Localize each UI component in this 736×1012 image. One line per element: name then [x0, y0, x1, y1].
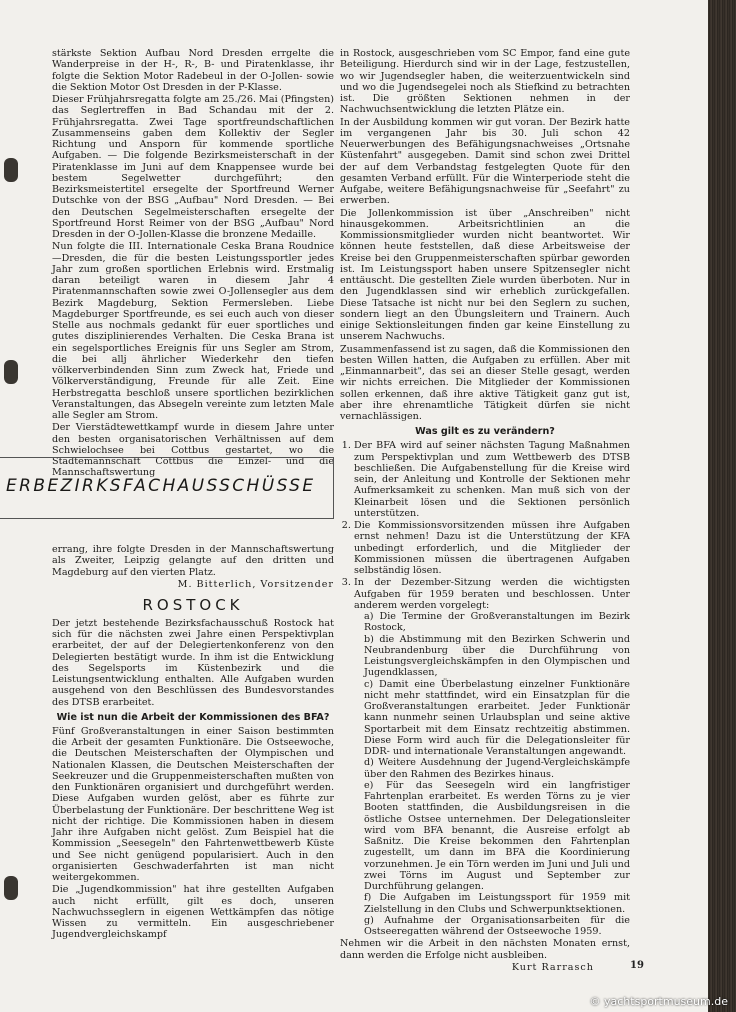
- subheading: Was gilt es zu verändern?: [415, 426, 555, 438]
- paragraph: Nehmen wir die Arbeit in den nächsten Monaten ernst, dann werden die Erfolge nicht ausbleiben.: [340, 938, 630, 961]
- signature: M. Bitterlich, Vorsitzender: [177, 578, 334, 590]
- subheading: Wie ist nun die Arbeit der Kommissionen des BFA?: [56, 711, 330, 723]
- book-edge: [708, 0, 736, 1012]
- paragraph: Dieser Frühjahrsregatta folgte am 25./26. Mai (Pfingsten) das Seglertreffen in Bad Schandau mit der 2. Frühjahrsregatta. Zwei Tage sportfreundschaftlichen Zusammenseins gaben dem Kollektiv der Segler Richtung und Ansporn für kommende sportliche Aufgaben. — Die folgende Bezirksmeisterschaft in der Piratenklasse im Juni auf dem Knappensee wurde bei bestem Segelwetter durchgeführt; den Bezirksmeistertitel ersegelte der Sportfreund Werner Dutschke von der BSG „Aufbau" Nord Dresden. — Bei den Deutschen Segelmeisterschaften ersegelte der Sportfreund Horst Reimer von der BSG „Aufbau" Nord Dresden in der O-Jollen-Klasse die bronzene Medaille.: [52, 94, 334, 240]
- list-item: e) Für das Seesegeln wird ein langfristiger Fahrtenplan erarbeitet. Es werden Törns zu je vier Booten stattfinden, die Ausbildungsreisen in die östliche Ostsee unternehmen. Der Delegationsleiter wird vom BFA benannt, die Ausreise erfolgt ab Saßnitz. Die Kreise bekommen den Fahrtenplan zugestellt, um dann im BFA die Koordinierung vorzunehmen. Je ein Törn werden im Juni und Juli und zwei Törns im August und September zur Durchführung gelangen.: [364, 779, 630, 892]
- numbered-list: [340, 440, 630, 937]
- paragraph: Fünf Großveranstaltungen in einer Saison bestimmten die Arbeit der gesamten Funktionäre. Die Ostseewoche, die Deutschen Meisterschaften der Olympischen und Nationalen Klassen, die Deutschen Meisterschaften der Seekreuzer und die Gruppenmeisterschaften mußten von den Funktionären organisiert und durchgeführt werden. Diese Aufgaben wurden gelöst, aber es führte zur Überbelastung der Funktionäre. Der beschrittene Weg ist nicht der richtige. Die Kommissionen haben in diesem Jahr ihre Aufgaben nicht gelöst. Zum Beispiel hat die Kommission „Seesegeln" den Fahrtenwettbewerb Küste und See nicht genügend popularisiert. Auch in den organisierten Geschwaderfahrten ist man nicht weitergekommen.: [52, 725, 334, 883]
- section-banner-title: ERBEZIRKSFACHAUSSCHÜSSE: [6, 476, 316, 496]
- list-item: [354, 577, 630, 937]
- binder-hole: [4, 158, 18, 182]
- paragraph: Der Vierstädtewettkampf wurde in diesem Jahre unter den besten organisatorischen Verhältnissen auf dem Schwielochsee bei Cottbus gestartet, wo die Städtemannschaft Cottbus die Einzel- und die Mannschaftswertung: [52, 422, 334, 479]
- left-column-bottom: [52, 544, 334, 942]
- right-column: [340, 48, 630, 979]
- lettered-list: [354, 611, 630, 937]
- paragraph: Nun folgte die III. Internationale Ceska Brana Roudnice—Dresden, die für die besten Leistungssportler jedes Jahr zum großen sportlichen Erlebnis wird. Erstmalig daran beteiligt waren in diesem Jahr 4 Piratenmannschaften sowie zwei O-Jollensegler aus dem Bezirk Magdeburg, Sektion Fermersleben. Liebe Magdeburger Sportfreunde, es sei euch auch von dieser Stelle aus nochmals gedankt für euer sportliches und gutes disziplinierendes Verhalten. Die Ceska Brana ist ein segelsportliches Ereignis für uns Segler am Strom, die bei allj ährlicher Wiederkehr den tiefen völkerverbindenden Sinn zum Zweck hat, Friede und Völkerverständigung, Freunde für alle Zeit. Eine Herbstregatta beschloß unsere sportlichen bezirklichen Veranstaltungen, das Absegeln vereinte zum letzten Male alle Segler am Strom.: [52, 241, 334, 421]
- paragraph: errang, ihre folgte Dresden in der Mannschaftswertung als Zweiter, Leipzig gelangte auf den dritten und Magdeburg auf den vierten Platz.: [52, 544, 334, 578]
- list-item: d) Weitere Ausdehnung der Jugend-Vergleichskämpfe über den Rahmen des Bezirkes hinaus.: [364, 757, 630, 780]
- list-item: b) die Abstimmung mit den Bezirken Schwerin und Neubrandenburg über die Durchführung von Leistungsvergleichskämpfen in den Olympischen und Jugendklassen,: [364, 633, 630, 679]
- section-banner: [0, 457, 334, 519]
- list-item: a) Die Termine der Großveranstaltungen im Bezirk Rostock,: [364, 611, 630, 634]
- city-heading: ROSTOCK: [142, 595, 244, 614]
- list-item: c) Damit eine Überbelastung einzelner Funktionäre nicht mehr stattfindet, wird ein Einsatzplan für die Großveranstaltungen erarbeitet. Jeder Funktionär kann nunmehr seinen Urlaubsplan und seine aktive Sportarbeit mit dem Einsatz rechtzeitig abstimmen. Diese Form wird auch für die Delegationsleiter für DDR- und internationale Veranstaltungen angewandt.: [364, 678, 630, 757]
- signature: Kurt Rarrasch: [511, 961, 594, 973]
- list-item: g) Aufnahme der Organisationsarbeiten für die Ostseeregatten während der Ostseewoche 1959.: [364, 914, 630, 937]
- page-number: 19: [630, 960, 644, 971]
- list-item: 2. Die Kommissionsvorsitzenden müssen ihre Aufgaben ernst nehmen! Dazu ist die Unterstützung der KFA unbedingt erforderlich, und die Mitglieder der Kommissionen müssen die übertragenen Aufgaben selbständig lösen.: [354, 520, 630, 576]
- binder-hole: [4, 876, 18, 900]
- list-item: 1. Der BFA wird auf seiner nächsten Tagung Maßnahmen zum Perspektivplan und zum Wettbewerb des DTSB beschließen. Die Aufgabenstellung für die Kreise wird sein, der Anleitung und Kontrolle der Sektionen mehr Aufmerksamkeit zu schenken. Man muß sich von der Kleinarbeit lösen und die Sektionen persönlich unterstützen.: [354, 440, 630, 519]
- paragraph: Zusammenfassend ist zu sagen, daß die Kommissionen den besten Willen hatten, die Aufgaben zu erfüllen. Aber mit „Einmannarbeit", das sei an dieser Stelle gesagt, werden wir nichts erreichen. Die Mitglieder der Kommissionen sollen erkennen, daß ihre aktive Tätigkeit ganz gut ist, aber ihre ehrenamtliche Tätigkeit dürfen sie nicht vernachlässigen.: [340, 343, 630, 422]
- left-column-top: [52, 48, 334, 480]
- paragraph: In der Ausbildung kommen wir gut voran. Der Bezirk hatte im vergangenen Jahr bis 30. Juli schon 42 Neuerwerbungen des Befähigungsnachweises „Ortsnahe Küstenfahrt" ausgegeben. Damit sind schon zwei Drittel der auf dem Verbandstag festgelegten Quote für den gesamten Verband erfüllt. Für die Winterperiode steht die Aufgabe, weitere Befähigungsnachweise für „Seefahrt" zu erwerben.: [340, 116, 630, 207]
- paragraph: Die „Jugendkommission" hat ihre gestellten Aufgaben auch nicht erfüllt, gilt es doch, unseren Nachwuchsseglern in eigenen Wettkämpfen das nötige Wissen zu vermitteln. Ein ausgeschriebener Jugendvergleichskampf: [52, 884, 334, 941]
- list-item: f) Die Aufgaben im Leistungssport für 1959 mit Zielstellung in den Clubs und Schwerpunktsektionen.: [364, 892, 630, 915]
- watermark: © yachtsportmuseum.de: [589, 995, 728, 1008]
- binder-hole: [4, 360, 18, 384]
- paragraph: stärkste Sektion Aufbau Nord Dresden errgelte die Wanderpreise in der H-, R-, B- und Piratenklasse, ihr folgte die Sektion Motor Radebeul in der O-Jollen- sowie die Sektion Motor Ost Dresden in der P-Klasse.: [52, 48, 334, 93]
- paragraph: in Rostock, ausgeschrieben vom SC Empor, fand eine gute Beteiligung. Hierdurch sind wir in der Lage, festzustellen, wo wir Jugendsegler haben, die weiterzuentwickeln sind und wo die Jugendsegelei noch als Stiefkind zu betrachten ist. Die größten Sektionen nehmen in der Nachwuchsentwicklung die letzten Plätze ein.: [340, 48, 630, 116]
- paragraph: Der jetzt bestehende Bezirksfachausschuß Rostock hat sich für die nächsten zwei Jahre einen Perspektivplan erarbeitet, der auf der Delegiertenkonferenz von den Delegierten bestätigt wurde. In ihm ist die Entwicklung des Segelsports im Küstenbezirk und die Leistungsentwicklung enthalten. Alle Aufgaben wurden ausgehend von den Beschlüssen des Bundesvorstandes des DTSB erarbeitet.: [52, 617, 334, 708]
- paragraph: Die Jollenkommission ist über „Anschreiben" nicht hinausgekommen. Arbeitsrichtlinien an die Kommissionsmitglieder wurden nicht beantwortet. Wir können heute feststellen, daß diese Arbeitsweise der Kreise bei den Gruppenmeisterschaften spürbar geworden ist. Im Leistungssport haben unsere Spitzensegler nicht enttäuscht. Die gestellten Ziele wurden überboten. Nur in den Jugendklassen sind wir erheblich zurückgefallen. Diese Tatsache ist nicht nur bei den Seglern zu suchen, sondern liegt an den Übungsleitern und Trainern. Auch einige Sektionsleitungen finden gar keine Einstellung zu unserem Nachwuchs.: [340, 207, 630, 343]
- list-item-text: In der Dezember-Sitzung werden die wichtigsten Aufgaben für 1959 beraten und beschlossen. Unter anderem werden vorgelegt:: [354, 577, 630, 611]
